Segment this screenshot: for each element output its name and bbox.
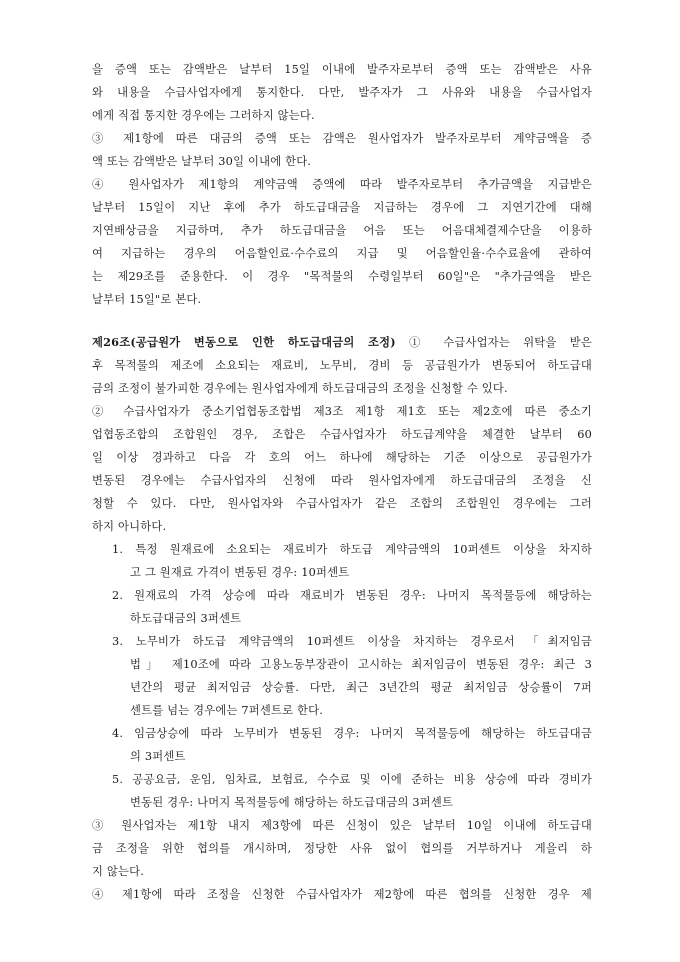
text-line: 지연배상금을 지급하며, 추가 하도급대금을 어음 또는 어음대체결제수단을 이용하 [92,224,592,237]
text-line: 을 증액 또는 감액받은 날부터 15일 이내에 발주자로부터 증액 또는 감액받은 사유 [92,63,592,76]
list-item-first-line: 1. 특정 원재료에 소요되는 재료비가 하도급 계약금액의 10퍼센트 이상을 차지하 [112,543,592,556]
list-item-first-line: 5. 공공요금, 운임, 임차료, 보험료, 수수료 및 이에 준하는 비용 상승에 따라 경비가 [112,773,592,786]
text-line: 금의 조정이 불가피한 경우에는 원사업자에게 하도급대금의 조정을 신청할 수 있다. [92,382,508,395]
text-line: 날부터 15일이 지난 후에 추가 하도급대금을 지급하는 경우에 그 지연기간에 대해 [92,201,592,214]
text-line: 액 또는 감액받은 날부터 30일 이내에 한다. [92,155,312,168]
text-line: 날부터 15일"로 본다. [92,293,202,306]
text-line: ④ 제1항에 따라 조정을 신청한 수급사업자가 제2항에 따른 협의를 신청한 경우 제 [92,888,592,901]
list-item [92,768,592,814]
text-line: 후 목적물의 제조에 소요되는 재료비, 노무비, 경비 등 공급원가가 변동되어 하도급대 [92,359,592,372]
list-item-continuation: 의 3퍼센트 [130,750,186,763]
text-line: 금 조정을 위한 협의를 개시하며, 정당한 사유 없이 협의를 거부하거나 게을리 하 [92,842,592,855]
list-item-first-line: 2. 원재료의 가격 상승에 따라 재료비가 변동된 경우: 나머지 목적물등에 해당하는 [112,589,592,602]
paragraph-gap [92,311,592,331]
list-item-continuation: 센트를 넘는 경우에는 7퍼센트로 한다. [130,704,324,717]
article-25-continuation [92,58,592,311]
text-line: ③ 제1항에 따른 대금의 증액 또는 감액은 원사업자가 발주자로부터 계약금액을 증 [92,132,592,145]
list-item [92,630,592,722]
text-line: 변동된 경우에는 수급사업자의 신청에 따라 원사업자에게 하도급대금의 조정을 신 [92,474,592,487]
list-item [92,584,592,630]
list-item-continuation: 하도급대금의 3퍼센트 [130,612,242,625]
article-26 [92,331,592,906]
article-26-first-line [92,331,592,354]
text-line: 여 지급하는 경우의 어음할인료·수수료의 지급 및 어음할인율·수수료율에 관하여 [92,247,592,260]
list-item-continuation: 고 그 원재료 가격이 변동된 경우: 10퍼센트 [130,566,350,579]
list-item [92,538,592,584]
article-26-title: 제26조(공급원가 변동으로 인한 하도급대금의 조정) [92,335,396,349]
text-line: 업협동조합의 조합원인 경우, 조합은 수급사업자가 하도급계약을 체결한 날부터 60 [92,428,592,441]
text-line: 에게 직접 통지한 경우에는 그러하지 않는다. [92,109,315,122]
text-line: ③ 원사업자는 제1항 내지 제3항에 따른 신청이 있은 날부터 10일 이내에 하도급대 [92,819,592,832]
list-item-first-line: 3. 노무비가 하도급 계약금액의 10퍼센트 이상을 차지하는 경우로서 「최저임금 [112,635,592,648]
text-line: ④ 원사업자가 제1항의 계약금액 증액에 따라 발주자로부터 추가금액을 지급받은 [92,178,592,191]
text-line: 와 내용을 수급사업자에게 통지한다. 다만, 발주자가 그 사유와 내용을 수급사업자 [92,86,592,99]
text-line: 는 제29조를 준용한다. 이 경우 "목적물의 수령일부터 60일"은 "추가금액을 받은 [92,270,592,283]
text-line: 지 않는다. [92,865,145,878]
numbered-list [92,538,592,814]
text-line: 청할 수 있다. 다만, 원사업자와 수급사업자가 같은 조합의 조합원인 경우에는 그러 [92,497,592,510]
text-line: 하지 아니하다. [92,520,167,533]
text-line: ② 수급사업자가 중소기업협동조합법 제3조 제1항 제1호 또는 제2호에 따른 중소기 [92,405,592,418]
text-line: 일 이상 경과하고 다음 각 호의 어느 하나에 해당하는 기준 이상으로 공급원가가 [92,451,592,464]
list-item-continuation: 법」 제10조에 따라 고용노동부장관이 고시하는 최저임금이 변동된 경우: 최근 3 [130,658,592,671]
list-item-continuation: 년간의 평균 최저임금 상승률. 다만, 최근 3년간의 평균 최저임금 상승률이 7퍼 [130,681,592,694]
list-item [92,722,592,768]
list-item-continuation: 변동된 경우: 나머지 목적물등에 해당하는 하도급대금의 3퍼센트 [130,796,454,809]
article-26-para1-start: ① 수급사업자는 위탁을 받은 [395,336,592,349]
list-item-first-line: 4. 임금상승에 따라 노무비가 변동된 경우: 나머지 목적물등에 해당하는 하도급대금 [112,727,592,740]
